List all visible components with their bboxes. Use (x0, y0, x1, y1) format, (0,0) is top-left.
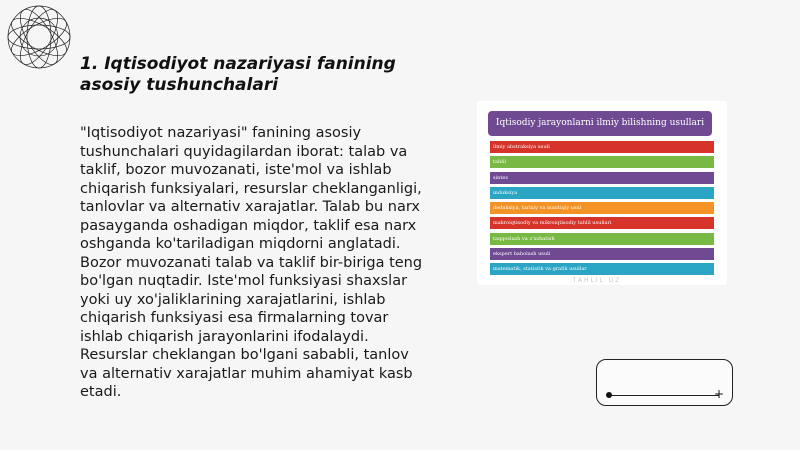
diagram-row: deduksiya, tarixiy va mantiqiy usul (490, 202, 714, 214)
diagram-heading: Iqtisodiy jarayonlarni ilmiy bilishning usullari (488, 111, 712, 136)
diagram-row: sintez (490, 172, 714, 184)
diagram-row: taqqoslash va o'xshatish (490, 233, 714, 245)
diagram-row: matematik, statistik va grafik usullar (490, 263, 714, 275)
spirograph-logo-icon (4, 2, 74, 72)
methods-diagram (477, 101, 727, 285)
slide-body-text: "Iqtisodiyot nazariyasi" fanining asosiy tushunchalari quyidagilardan iborat: talab va taklif, bozor muvozanati, iste'mol va ishlab chiqarish funksiyalari, resurslar cheklanganligi, tanlovlar va alternativ xarajatlar. Talab bu narx pasayganda oshadigan miqdor, taklif esa narx oshganda ko'tariladigan miqdorni anglatadi. Bozor muvozanati talab va taklif bir-biriga teng bo'lgan nuqtadir. Iste'mol funksiyasi shaxslar yoki uy xo'jaliklarining xarajatlarini, ishlab chiqarish funksiyasi esa firmalarning tovar ishlab chiqarish jarayonlarini ifodalaydi. Resurslar cheklangan bo'lgani sababli, tanlov va alternativ xarajatlar muhim ahamiyat kasb etadi. (80, 125, 423, 400)
timeline-add-icon[interactable]: + (714, 387, 725, 401)
diagram-row: tahlil (490, 156, 714, 168)
diagram-row: induksiya (490, 187, 714, 199)
timeline-start-dot-icon[interactable] (606, 392, 612, 398)
diagram-watermark: TAHLIL UZ (572, 277, 622, 284)
diagram-rows (490, 141, 714, 279)
timeline-line (609, 395, 719, 396)
diagram-row: ilmiy abstraksiya usuli (490, 141, 714, 153)
diagram-row: ekspert baholash usuli (490, 248, 714, 260)
slide-title: 1. Iqtisodiyot nazariyasi fanining asosiy tushunchalari (80, 54, 396, 95)
timeline-widget[interactable] (596, 359, 733, 406)
diagram-row: makroiqtisodiy va mikroiqtisodiy tahlil usullari (490, 217, 714, 229)
